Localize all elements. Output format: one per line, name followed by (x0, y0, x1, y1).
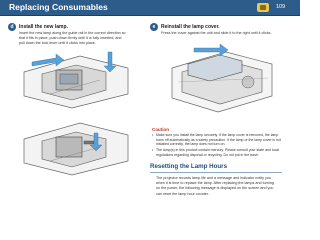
step-e-text (161, 31, 271, 36)
step-e-title: Reinstall the lamp cover. (161, 24, 220, 30)
page-number: 109 (276, 4, 286, 10)
caution-line: turns off automatically as a safety precaution. If the lamp or the lamp cover is not (156, 137, 281, 142)
caution-item (152, 133, 281, 147)
lock-lever-illustration (20, 115, 132, 177)
caution-line: regulations regarding disposal or recycling. Do not put in the trash. (156, 152, 259, 157)
caution-bullet: • (152, 133, 154, 137)
page-header (0, 0, 300, 16)
caution-bullet: • (152, 148, 154, 152)
top-of-page-icon[interactable] (257, 3, 269, 12)
step-d-text-line: pull down the lock lever until it clicks into place. (19, 41, 96, 46)
caution-line: installed correctly, the lamp does not turn on. (156, 142, 226, 147)
section-text (156, 176, 274, 197)
section-divider (150, 172, 282, 173)
step-d-text (19, 31, 126, 47)
lamp-cover-illustration (168, 42, 276, 118)
section-text-line: when it is time to replace the lamp. After replacing the lamps and turning (156, 181, 274, 186)
step-d-text-line: that it fits in place, push down firmly until it is fully inserted, and (19, 36, 122, 41)
step-d-title: Install the new lamp. (19, 24, 68, 30)
step-e-badge: e (150, 23, 158, 31)
section-heading: Resetting the Lamp Hours (150, 163, 228, 170)
page-title: Replacing Consumables (9, 2, 108, 12)
lamp-insert-illustration (20, 50, 132, 110)
section-text-line: The projector records lamp life and a message and indicator notify you (156, 176, 271, 180)
section-text-line: on the power, the following message is displayed on the screen and you (156, 186, 274, 191)
caution-item (152, 148, 279, 157)
section-text-line: can reset the lamp hour counter. (156, 191, 209, 196)
caution-line: Make sure you install the lamp securely. If the lamp cover is removed, the lamp (156, 133, 279, 137)
step-e-text-line: Press the cover against the unit and slide it to the right until it clicks. (161, 31, 272, 35)
caution-line: The lamp(s) in this product contain mercury. Please consult your state and local (156, 148, 280, 152)
step-d-text-line: Insert the new lamp along the guide rail in the correct direction so (19, 31, 126, 35)
step-d-badge: d (8, 23, 16, 31)
caution-title: Caution (152, 127, 170, 132)
